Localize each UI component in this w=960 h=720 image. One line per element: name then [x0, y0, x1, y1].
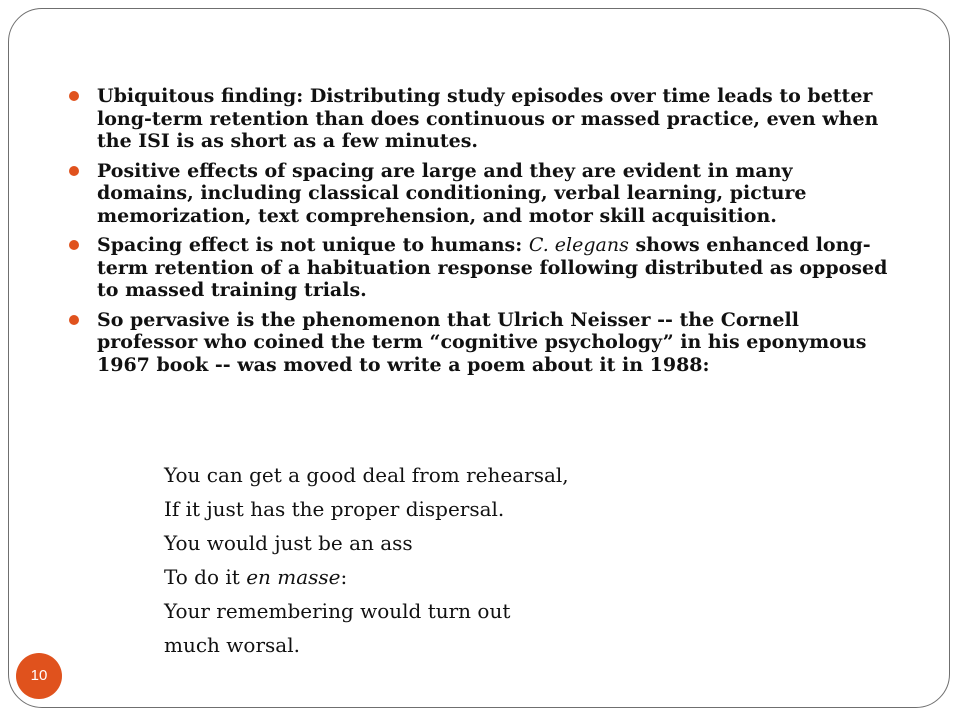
bullet-item — [69, 234, 889, 302]
poem-italic-phrase: en masse — [246, 565, 341, 589]
bullet-text: Ubiquitous finding: Distributing study episodes over time leads to better long-term retention than does continuous or massed practice, even when the ISI is as short as a few minutes. — [97, 85, 879, 152]
poem-line — [164, 560, 864, 594]
page-number-badge: 10 — [16, 653, 62, 699]
bullet-text: So pervasive is the phenomenon that Ulrich Neisser -- the Cornell professor who coined the term “cognitive psychology” in his eponymous 1967 book -- was moved to write a poem about it in 1988: — [97, 308, 867, 376]
slide — [8, 8, 950, 708]
poem-line: Your remembering would turn out — [164, 599, 511, 623]
poem-line: You would just be an ass — [164, 531, 413, 555]
bullet-dot-icon — [69, 166, 79, 176]
poem-line: You can get a good deal from rehearsal, — [164, 463, 569, 487]
species-name: C. elegans — [528, 234, 629, 256]
bullet-text: Positive effects of spacing are large and they are evident in many domains, including classical conditioning, verbal learning, picture memorization, text comprehension, and motor skill acquisition. — [97, 159, 807, 227]
bullet-dot-icon — [69, 315, 79, 325]
bullet-list — [69, 85, 889, 383]
bullet-text-part: Spacing effect is not unique to humans: — [97, 234, 529, 256]
poem — [164, 458, 864, 662]
bullet-item — [69, 160, 889, 228]
bullet-item — [69, 309, 889, 377]
bullet-dot-icon — [69, 240, 79, 250]
poem-line: much worsal. — [164, 633, 300, 657]
poem-line: If it just has the proper dispersal. — [164, 497, 505, 521]
bullet-item — [69, 85, 889, 153]
bullet-text-part: shows enhanced long-term retention of a habituation response following distributed as opposed to massed training trials. — [97, 234, 888, 301]
poem-text-part: To do it — [164, 565, 247, 589]
bullet-dot-icon — [69, 91, 79, 101]
poem-text-part: : — [340, 565, 348, 589]
